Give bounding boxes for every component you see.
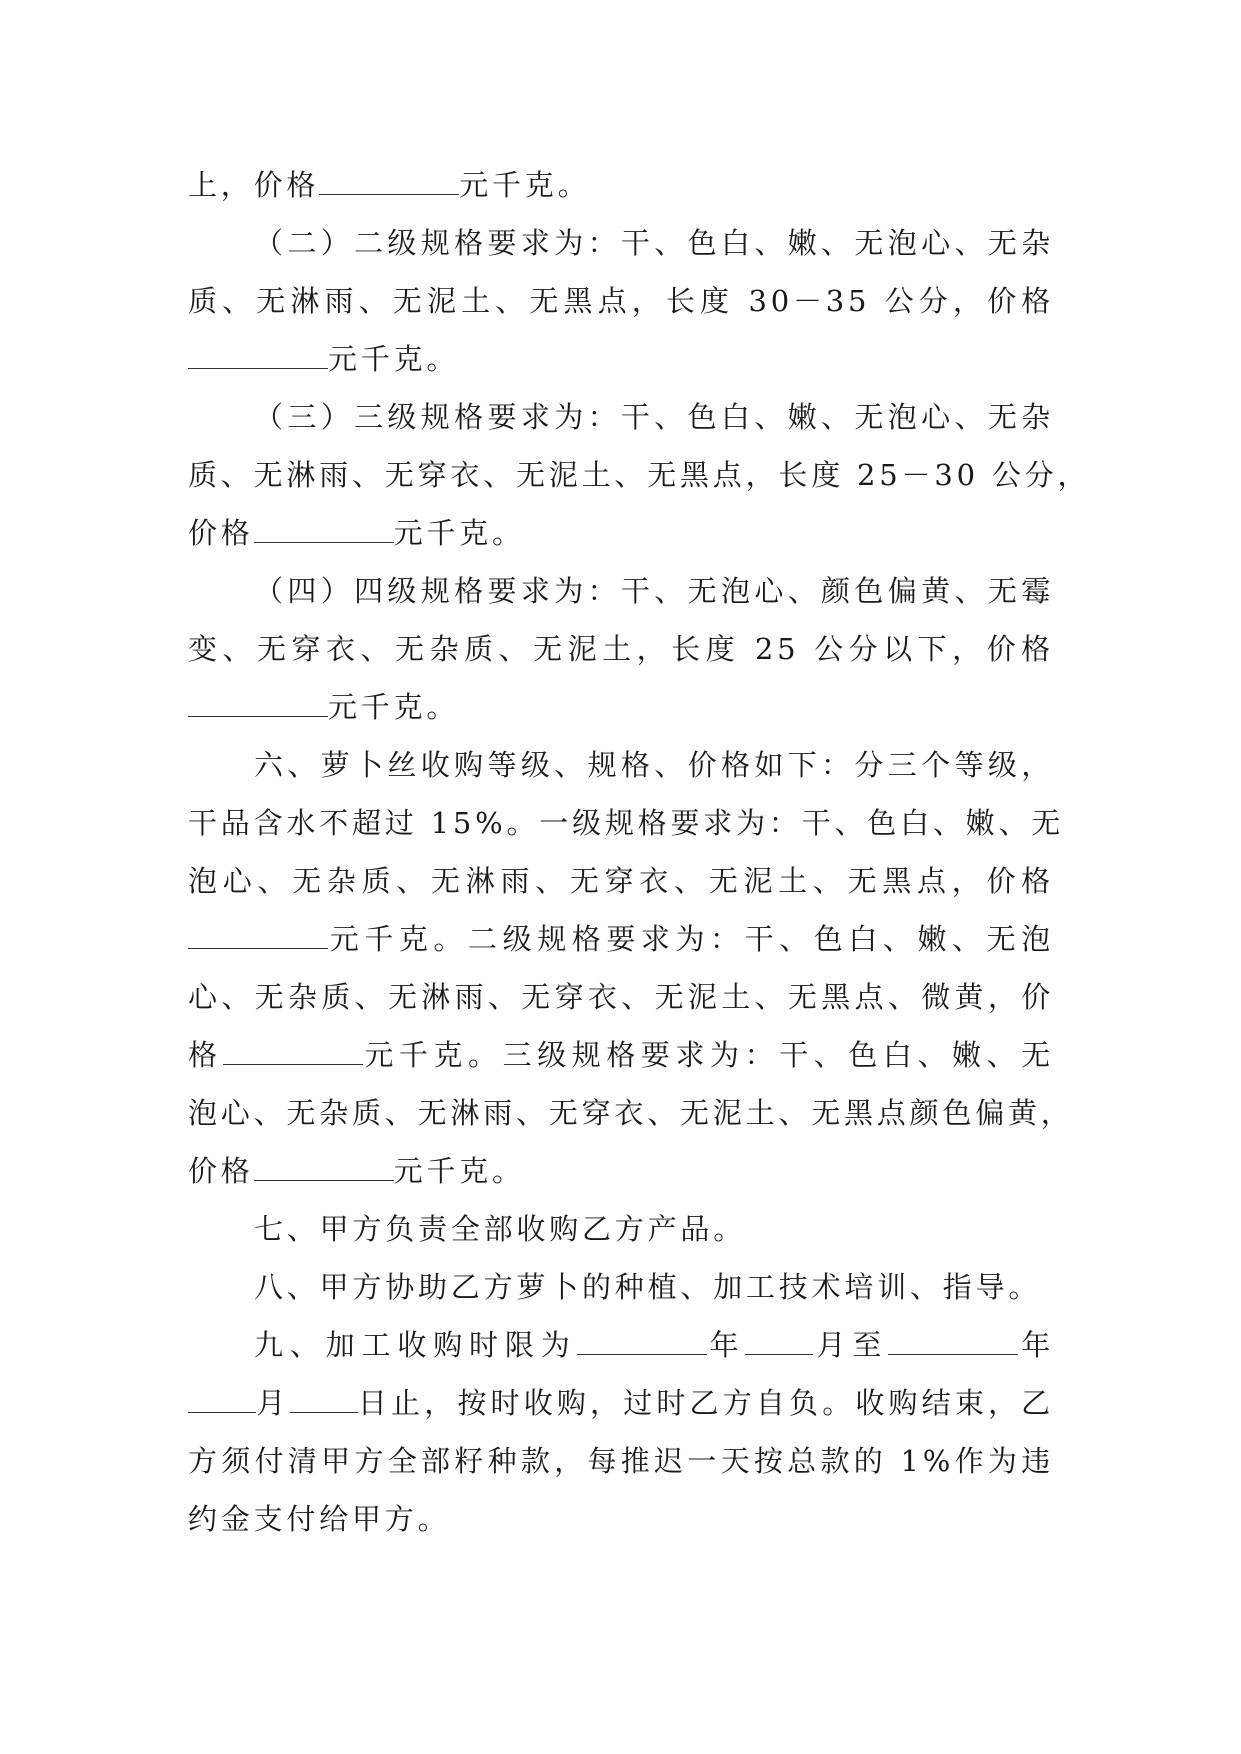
text-segment: 元千克。	[328, 342, 460, 376]
text-line	[188, 330, 1054, 388]
text-line	[188, 1142, 1054, 1200]
text-segment: 方须付清甲方全部籽种款，每推迟一天按总款的 1%作为违	[188, 1444, 1054, 1478]
text-segment: 上，价格	[188, 168, 320, 202]
fill-in-blank	[577, 1332, 707, 1355]
text-segment: （四）四级规格要求为：干、无泡心、颜色偏黄、无霉	[254, 574, 1054, 608]
text-segment: 变、无穿衣、无杂质、无泥土，长度 25 公分以下，价格	[188, 632, 1054, 666]
document-page	[188, 156, 1091, 1548]
fill-in-blank	[188, 694, 328, 717]
text-segment: 月	[256, 1386, 290, 1420]
fill-in-blank	[745, 1332, 813, 1355]
text-segment: 元千克。	[393, 516, 525, 550]
text-line	[188, 852, 1054, 910]
text-line	[188, 156, 1054, 214]
text-line	[188, 1316, 1054, 1374]
p-grade4	[188, 562, 1054, 736]
text-line	[188, 562, 1054, 620]
p-grade2	[188, 214, 1054, 388]
text-line	[188, 968, 1054, 1026]
text-segment: 价格	[188, 516, 254, 550]
text-line	[188, 1026, 1054, 1084]
p-grade3	[188, 388, 1091, 562]
fill-in-blank	[223, 1042, 363, 1065]
p-section8	[188, 1258, 1054, 1316]
text-segment: 元千克。二级规格要求为：干、色白、嫩、无泡	[328, 922, 1054, 956]
text-line	[188, 1258, 1054, 1316]
text-line	[188, 1200, 1054, 1258]
text-line	[188, 736, 1054, 794]
text-segment: 价格	[188, 1154, 254, 1188]
text-segment: 月至	[813, 1328, 889, 1362]
text-segment: 元千克。三级规格要求为：干、色白、嫩、无	[362, 1038, 1054, 1072]
text-segment: 元千克。	[393, 1154, 525, 1188]
p-section9	[188, 1316, 1054, 1548]
fill-in-blank	[888, 1332, 1018, 1355]
fill-in-blank	[290, 1390, 358, 1413]
fill-in-blank	[188, 926, 328, 949]
fill-in-blank	[319, 172, 459, 195]
text-segment: 格	[188, 1038, 223, 1072]
text-line	[188, 1432, 1054, 1490]
text-line	[188, 214, 1054, 272]
text-segment: 质、无淋雨、无泥土、无黑点，长度 30－35 公分，价格	[188, 284, 1054, 318]
p-continued	[188, 156, 1054, 214]
text-segment: 日止，按时收购，过时乙方自负。收购结束，乙	[357, 1386, 1054, 1420]
text-segment: （三）三级规格要求为：干、色白、嫩、无泡心、无杂	[254, 400, 1054, 434]
text-segment: 元千克。	[328, 690, 460, 724]
text-segment: （二）二级规格要求为：干、色白、嫩、无泡心、无杂	[254, 226, 1054, 260]
text-segment: 元千克。	[459, 168, 591, 202]
text-line	[188, 504, 1054, 562]
text-segment: 六、萝卜丝收购等级、规格、价格如下：分三个等级，	[254, 748, 1054, 782]
text-segment: 八、甲方协助乙方萝卜的种植、加工技术培训、指导。	[254, 1270, 1042, 1304]
fill-in-blank	[254, 520, 394, 543]
text-line	[188, 1084, 1074, 1142]
text-segment: 泡心、无杂质、无淋雨、无穿衣、无泥土、无黑点颜色偏黄，	[188, 1096, 1074, 1130]
text-line	[188, 678, 1054, 736]
text-segment: 干品含水不超过 15%。一级规格要求为：干、色白、嫩、无	[188, 806, 1065, 840]
text-line	[188, 620, 1054, 678]
text-segment: 九、加工收购时限为	[254, 1328, 577, 1362]
text-segment: 约金支付给甲方。	[188, 1502, 451, 1536]
fill-in-blank	[254, 1158, 394, 1181]
text-line	[188, 910, 1054, 968]
text-segment: 泡心、无杂质、无淋雨、无穿衣、无泥土、无黑点，价格	[188, 864, 1054, 898]
fill-in-blank	[188, 346, 328, 369]
text-line	[188, 1490, 1054, 1548]
text-segment: 心、无杂质、无淋雨、无穿衣、无泥土、无黑点、微黄，价	[188, 980, 1054, 1014]
text-line	[188, 794, 1065, 852]
text-line	[188, 446, 1091, 504]
text-segment: 年	[706, 1328, 746, 1362]
p-section6	[188, 736, 1074, 1200]
text-line	[188, 272, 1054, 330]
text-line	[188, 1374, 1054, 1432]
p-section7	[188, 1200, 1054, 1258]
text-segment: 质、无淋雨、无穿衣、无泥土、无黑点，长度 25－30 公分，	[188, 458, 1091, 492]
text-line	[188, 388, 1054, 446]
text-segment: 年	[1018, 1328, 1054, 1362]
text-segment: 七、甲方负责全部收购乙方产品。	[254, 1212, 747, 1246]
fill-in-blank	[188, 1390, 256, 1413]
